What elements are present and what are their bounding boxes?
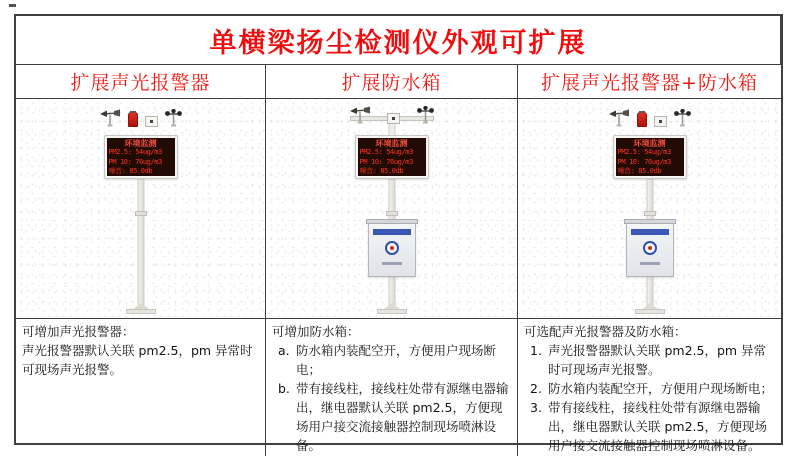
base-plate: [377, 309, 407, 314]
notes-alarm: [16, 319, 266, 456]
note-text: 防水箱内装配空开，方便用户现场断电；: [548, 381, 774, 396]
monitor-station: [312, 99, 472, 318]
base-plate: [635, 309, 665, 314]
note-marker: 2.: [530, 381, 542, 396]
led-title: 环境监测: [375, 139, 408, 148]
note-text: 带有接线柱，接线柱处带有源继电器输出，继电器默认关联 pm2.5，方便现场用户接交流接触器控制现场喷淋设备。: [296, 381, 509, 453]
device-photo-waterproof-box: [266, 99, 518, 319]
pole-joint: [386, 211, 398, 216]
notes-waterproof-box: [266, 319, 518, 456]
sensor-box-icon: [387, 113, 400, 124]
note-text: 防水箱内装配空开，方便用户现场断电；: [296, 343, 497, 377]
led-title: 环境监测: [633, 139, 666, 148]
note-title: 可选配声光报警器及防水箱：: [524, 324, 687, 339]
led-screen: [358, 138, 426, 176]
alarm-beacon-icon: [128, 112, 138, 127]
led-pm25: PM2.5: 54ug/m3: [359, 148, 413, 156]
note-item: [272, 341, 510, 379]
led-display: [104, 135, 178, 179]
led-pm25: PM2.5: 54ug/m3: [108, 148, 162, 156]
led-noise: 噪音: 85.0db: [108, 167, 153, 175]
pole-joint: [135, 211, 147, 216]
note-item: [22, 341, 258, 379]
waterproof-box-lid: [624, 219, 676, 224]
note-item: [524, 341, 774, 379]
note-marker: a.: [278, 343, 290, 358]
note-item: [524, 398, 774, 455]
note-marker: 1.: [530, 343, 542, 358]
wind-vane-icon: [609, 109, 630, 127]
sensor-box-icon: [145, 116, 158, 127]
led-pm10: PM 10: 76ug/m3: [359, 157, 413, 166]
monitor-station: [570, 99, 730, 318]
base-plate: [126, 309, 156, 314]
column-header-waterproof-box: 扩展防水箱: [266, 65, 518, 99]
note-title: 可增加防水箱：: [272, 324, 360, 339]
brand-logo-badge: [643, 241, 657, 255]
led-display: [613, 135, 687, 179]
note-text: 声光报警器默认关联 pm2.5，pm 异常时可现场声光报警。: [548, 343, 767, 377]
sensor-row: [312, 104, 472, 124]
waterproof-box-label-strip: [373, 229, 411, 235]
waterproof-box-label-strip: [631, 229, 669, 235]
brand-text-mark: [382, 262, 402, 265]
note-item: [272, 379, 510, 455]
led-noise: 噪音: 85.0db: [617, 167, 662, 175]
led-title: 环境监测: [124, 139, 157, 148]
waterproof-box: [626, 221, 674, 277]
sensor-box-icon: [654, 116, 667, 127]
wind-vane-icon: [100, 109, 121, 127]
led-pm10: PM 10: 76ug/m3: [108, 157, 162, 166]
led-screen: [107, 138, 175, 176]
note-marker: b.: [278, 381, 290, 396]
brand-logo-badge: [385, 241, 399, 255]
waterproof-box: [368, 221, 416, 277]
column-header-alarm: 扩展声光报警器: [16, 65, 266, 99]
pole-joint: [644, 211, 656, 216]
notes-alarm-plus-box: [518, 319, 781, 456]
anemometer-icon: [674, 109, 691, 127]
mounting-pole: [137, 179, 144, 307]
monitor-station: [61, 99, 221, 318]
note-item: [524, 379, 774, 398]
note-text: 带有接线柱，接线柱处带有源继电器输出，继电器默认关联 pm2.5，方便现场用户接交流接触器控制现场喷淋设备。: [548, 400, 767, 453]
led-noise: 噪音: 85.0db: [359, 167, 404, 175]
device-photo-alarm: [16, 99, 266, 319]
anemometer-icon: [417, 106, 434, 124]
led-display: [355, 135, 429, 179]
sensor-row: [61, 107, 221, 127]
scan-artifact: [9, 4, 16, 7]
note-marker: 3.: [530, 400, 542, 415]
sensor-row: [570, 107, 730, 127]
note-text: 声光报警器默认关联 pm2.5，pm 异常时可现场声光报警。: [22, 343, 253, 377]
page-title: 单横梁扬尘检测仪外观可扩展: [16, 16, 781, 65]
anemometer-icon: [165, 109, 182, 127]
led-pm10: PM 10: 76ug/m3: [617, 157, 671, 166]
wind-vane-icon: [350, 106, 371, 124]
device-photo-alarm-plus-box: [518, 99, 781, 319]
waterproof-box-lid: [366, 219, 418, 224]
column-header-alarm-plus-box: 扩展声光报警器+防水箱: [518, 65, 781, 99]
alarm-beacon-icon: [637, 112, 647, 127]
led-pm25: PM2.5: 54ug/m3: [617, 148, 671, 156]
note-title: 可增加声光报警器：: [22, 324, 135, 339]
led-screen: [616, 138, 684, 176]
brand-text-mark: [640, 262, 660, 265]
spec-table: [14, 14, 783, 453]
